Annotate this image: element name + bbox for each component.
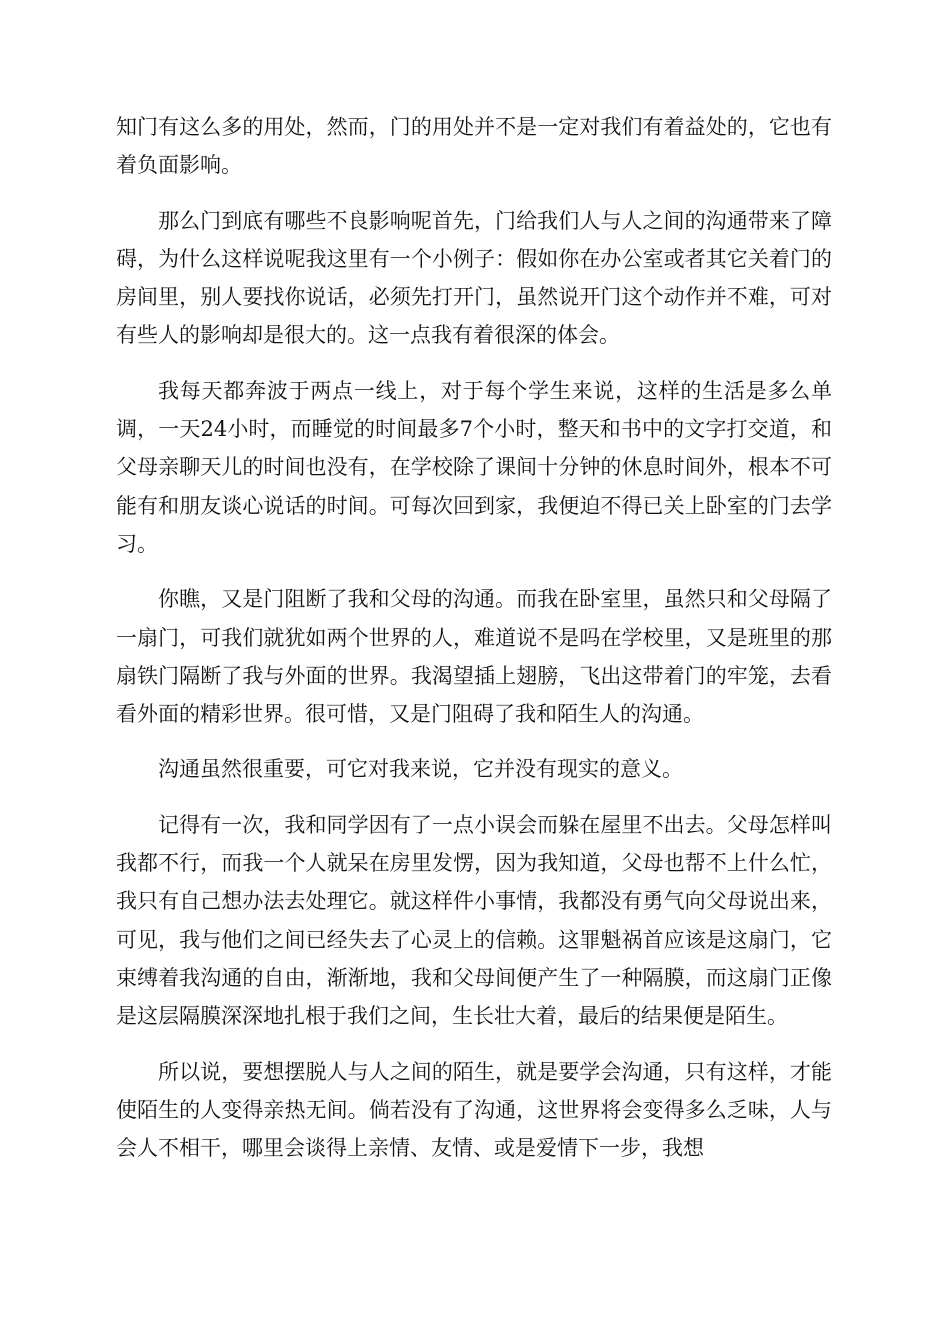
paragraph: 那么门到底有哪些不良影响呢首先，门给我们人与人之间的沟通带来了障碍，为什么这样说呢我这里有一个小例子：假如你在办公室或者其它关着门的房间里，别人要找你说话，必须先打开门，虽然说开门这个动作并不难，可对有些人的影响却是很大的。这一点我有着很深的体会。 — [116, 208, 832, 348]
paragraph: 我每天都奔波于两点一线上，对于每个学生来说，这样的生活是多么单调，一天24小时，而睡觉的时间最多7个小时，整天和书中的文字打交道，和父母亲聊天儿的时间也没有，在学校除了课间十分钟的休息时间外，根本不可能有和朋友谈心说话的时间。可每次回到家，我便迫不得已关上卧室的门去学习。 — [116, 378, 832, 556]
paragraph: 知门有这么多的用处，然而，门的用处并不是一定对我们有着益处的，它也有着负面影响。 — [116, 115, 832, 178]
paragraph: 记得有一次，我和同学因有了一点小误会而躲在屋里不出去。父母怎样叫我都不行，而我一个人就呆在房里发愣，因为我知道，父母也帮不上什么忙，我只有自己想办法去处理它。就这样件小事情，我都没有勇气向父母说出来，可见，我与他们之间已经失去了心灵上的信赖。这罪魁祸首应该是这扇门，它束缚着我沟通的自由，渐渐地，我和父母间便产生了一种隔膜，而这扇门正像是这层隔膜深深地扎根于我们之间，生长壮大着，最后的结果便是陌生。 — [116, 812, 832, 1029]
paragraph: 沟通虽然很重要，可它对我来说，它并没有现实的意义。 — [158, 757, 683, 782]
paragraph: 所以说，要想摆脱人与人之间的陌生，就是要学会沟通，只有这样，才能使陌生的人变得亲热无间。倘若没有了沟通，这世界将会变得多么乏味，人与会人不相干，哪里会谈得上亲情、友情、或是爱情下一步，我想 — [116, 1059, 832, 1161]
paragraph: 你瞧，又是门阻断了我和父母的沟通。而我在卧室里，虽然只和父母隔了一扇门，可我们就犹如两个世界的人，难道说不是吗在学校里，又是班里的那扇铁门隔断了我与外面的世界。我渴望插上翅膀，飞出这带着门的牢笼，去看看外面的精彩世界。很可惜，又是门阻碍了我和陌生人的沟通。 — [116, 587, 832, 727]
document-body — [116, 108, 832, 1184]
